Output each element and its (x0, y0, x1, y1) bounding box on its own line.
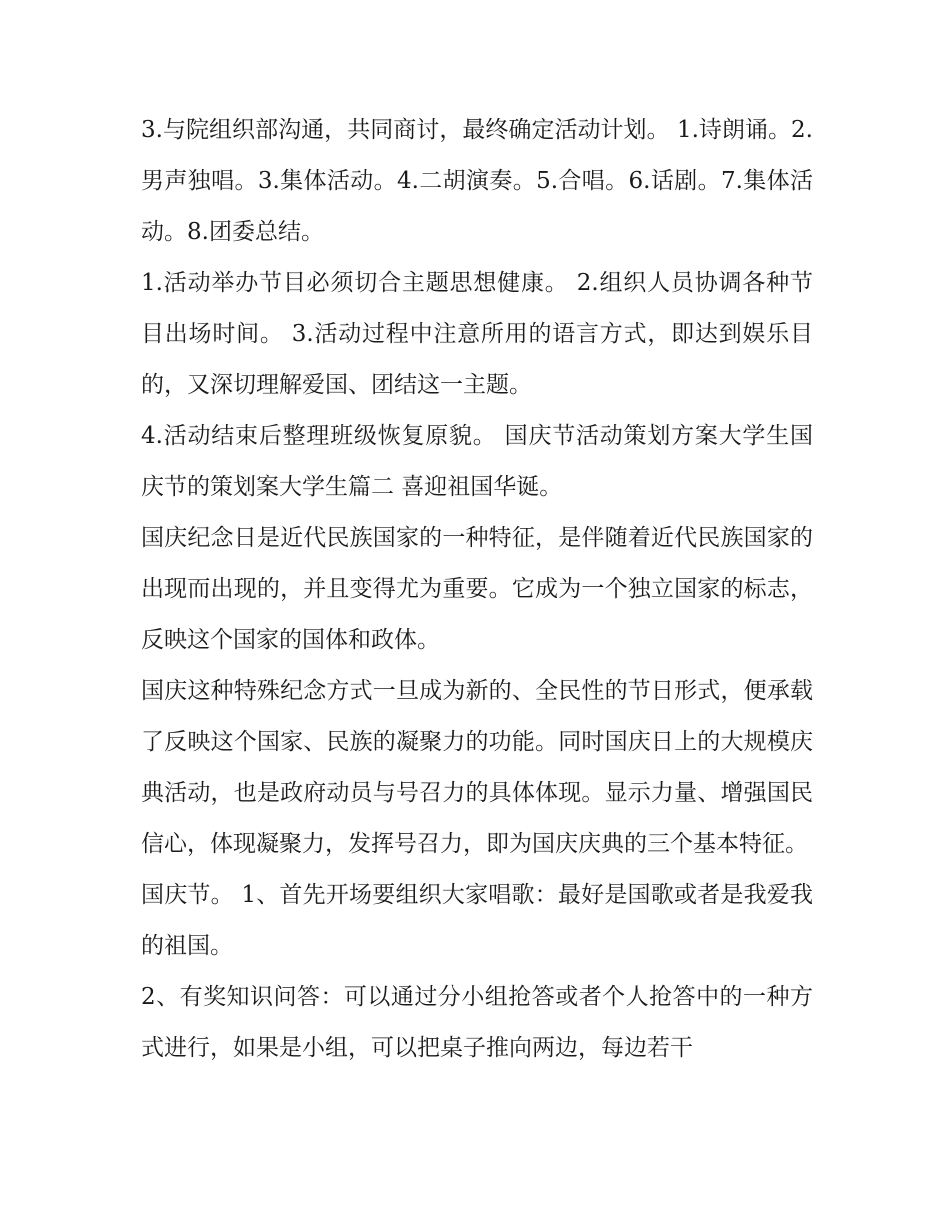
paragraph-2: 1.活动举办节目必须切合主题思想健康。 2.组织人员协调各种节目出场时间。 3.活动过程中注意所用的语言方式，即达到娱乐目的，又深切理解爱国、团结这一主题。 (141, 270, 813, 398)
document-body (141, 105, 813, 1074)
paragraph-5: 国庆这种特殊纪念方式一旦成为新的、全民性的节日形式，便承载了反映这个国家、民族的凝聚力的功能。同时国庆日上的大规模庆典活动，也是政府动员与号召力的具体体现。显示力量、增强国民信心，体现凝聚力，发挥号召力，即为国庆庆典的三个基本特征。 (141, 678, 813, 857)
paragraph-6: 国庆节。 1、首先开场要组织大家唱歌：最好是国歌或者是我爱我的祖国。 (141, 882, 813, 959)
paragraph-7: 2、有奖知识问答：可以通过分小组抢答或者个人抢答中的一种方式进行，如果是小组，可以把桌子推向两边，每边若干 (141, 984, 813, 1061)
paragraph-1: 3.与院组织部沟通，共同商讨，最终确定活动计划。 1.诗朗诵。2.男声独唱。3.集体活动。4.二胡演奏。5.合唱。6.话剧。7.集体活动。8.团委总结。 (141, 117, 813, 245)
paragraph-3: 4.活动结束后整理班级恢复原貌。 国庆节活动策划方案大学生国庆节的策划案大学生篇二 喜迎祖国华诞。 (141, 423, 813, 500)
paragraph-4: 国庆纪念日是近代民族国家的一种特征，是伴随着近代民族国家的出现而出现的，并且变得尤为重要。它成为一个独立国家的标志，反映这个国家的国体和政体。 (141, 525, 813, 653)
